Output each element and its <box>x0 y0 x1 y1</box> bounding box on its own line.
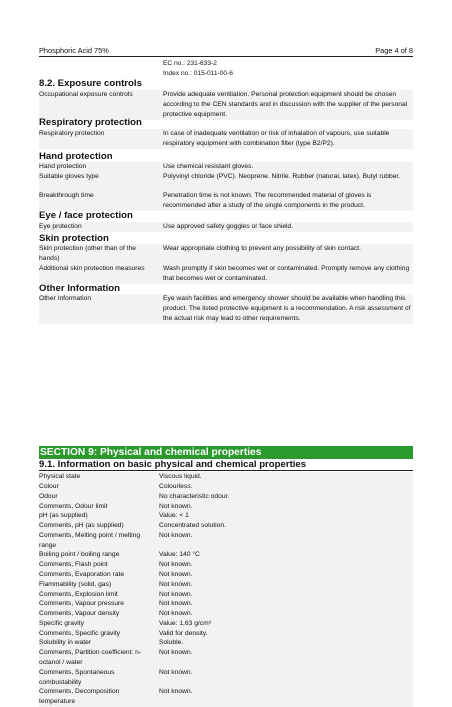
property-row <box>39 531 413 551</box>
section-9-banner: SECTION 9: Physical and chemical properties <box>39 446 413 459</box>
property-value: Not known. <box>159 610 193 617</box>
property-row <box>39 687 413 707</box>
property-row <box>39 609 413 619</box>
row-label: Other Information <box>39 295 92 302</box>
property-value: Colourless. <box>159 483 193 490</box>
eye-face-heading: Eye / face protection <box>39 210 133 221</box>
additional-skin-row <box>39 264 413 284</box>
property-label: Comments, Vapour density <box>39 610 120 617</box>
property-value: Not known. <box>159 532 193 539</box>
property-label: Comments, Partition coefficient: n-octanol / water <box>39 649 142 666</box>
property-label: Physical state <box>39 473 81 480</box>
property-label: Specific gravity <box>39 620 84 627</box>
row-value: Use approved safety goggles or face shield. <box>163 223 294 230</box>
property-value: Not known. <box>159 571 193 578</box>
gloves-type-row <box>39 172 413 192</box>
row-value: Polyvinyl chloride (PVC). Neoprene. Nitrile. Rubber (natural, latex). Butyl rubber. <box>163 173 401 180</box>
property-label: Solubility in water <box>39 639 92 646</box>
property-row <box>39 521 413 531</box>
respiratory-heading: Respiratory protection <box>39 117 142 128</box>
property-row <box>39 511 413 521</box>
property-label: Comments, Evaporation rate <box>39 571 125 578</box>
row-value: Eye wash facilities and emergency shower should be available when handling this product. The listed protective equipment is a recommendation. A risk assessment of the actual risk may lead to other requirements. <box>163 295 411 323</box>
skin-protection-heading: Skin protection <box>39 233 109 244</box>
other-information-heading: Other Information <box>39 283 121 294</box>
property-label: Comments, pH (as supplied) <box>39 522 124 529</box>
property-label: Comments, Odour limit <box>39 503 108 510</box>
property-label: Comments, Explosion limit <box>39 591 118 598</box>
occupational-exposure-row <box>39 90 413 120</box>
property-value: Concentrated solution. <box>159 522 226 529</box>
property-value: Value: 1,63 g/cm³ <box>159 620 211 627</box>
property-row <box>39 482 413 492</box>
eye-protection-row <box>39 222 413 232</box>
property-value: Not known. <box>159 688 193 695</box>
index-number: Index no.: 015-011-00-6 <box>163 70 233 77</box>
skin-protection-row <box>39 244 413 264</box>
property-value: No characteristic odour. <box>159 493 230 500</box>
property-row <box>39 580 413 590</box>
ec-number: EC no.: 231-633-2 <box>163 60 217 67</box>
hand-protection-row <box>39 162 413 172</box>
row-label: Hand protection <box>39 163 87 170</box>
hand-protection-heading: Hand protection <box>39 151 113 162</box>
property-label: Flammability (solid, gas) <box>39 581 112 588</box>
property-value: Viscous liquid. <box>159 473 202 480</box>
property-row <box>39 599 413 609</box>
exposure-controls-heading: 8.2. Exposure controls <box>39 78 142 89</box>
row-value: Provide adequate ventilation. Personal protection equipment should be chosen according to the CEN standards and in discussion with the supplier of the personal protective equipment. <box>163 91 408 119</box>
row-label: Additional skin protection measures <box>39 265 145 272</box>
property-label: pH (as supplied) <box>39 512 88 519</box>
property-label: Comments, Spontaneous combustability <box>39 669 115 686</box>
row-label: Breakthrough time <box>39 192 94 199</box>
property-row <box>39 570 413 580</box>
property-label: Comments, Flash point <box>39 561 108 568</box>
row-value: Wash promptly if skin becomes wet or contaminated. Promptly remove any clothing that becomes wet or contaminated. <box>163 265 410 283</box>
property-row <box>39 550 413 560</box>
property-value: Not known. <box>159 591 193 598</box>
property-value: Value: < 1 <box>159 512 189 519</box>
row-label: Skin protection (other than of the hands) <box>39 245 137 263</box>
property-label: Boiling point / boiling range <box>39 551 120 558</box>
row-value: In case of inadequate ventilation or risk of inhalation of vapours, use suitable respiratory equipment with combination filter (type B2/P2). <box>163 130 390 148</box>
product-name: Phosphoric Acid 75% <box>39 46 109 55</box>
property-value: Not known. <box>159 669 193 676</box>
row-label: Suitable gloves type <box>39 173 99 180</box>
property-value: Not known. <box>159 561 193 568</box>
property-label: Comments, Decomposition temperature <box>39 688 120 705</box>
row-label: Respiratory protection <box>39 130 105 137</box>
property-label: Comments, Vapour pressure <box>39 600 124 607</box>
property-value: Not known. <box>159 503 193 510</box>
section-9-subheading: 9.1. Information on basic physical and chemical properties <box>39 459 307 470</box>
property-row <box>39 648 413 668</box>
other-information-row <box>39 294 413 324</box>
row-label: Eye protection <box>39 223 82 230</box>
respiratory-row <box>39 129 413 149</box>
property-row <box>39 492 413 502</box>
row-value: Wear appropriate clothing to prevent any possibility of skin contact. <box>163 245 362 252</box>
property-row <box>39 668 413 688</box>
page-number: Page 4 of 8 <box>375 46 413 55</box>
property-label: Comments, Melting point / melting range <box>39 532 141 549</box>
property-label: Odour <box>39 493 58 500</box>
property-value: Soluble. <box>159 639 184 646</box>
property-value: Not known. <box>159 649 193 656</box>
property-label: Comments, Specific gravity <box>39 630 121 637</box>
property-label: Colour <box>39 483 59 490</box>
property-row <box>39 560 413 570</box>
breakthrough-time-row <box>39 191 413 211</box>
header-rule <box>39 56 413 57</box>
property-value: Value: 140 °C <box>159 551 200 558</box>
property-value: Not known. <box>159 581 193 588</box>
row-value: Penetration time is not known. The recommended material of gloves is recommended after a study of the single components in the product. <box>163 192 372 210</box>
property-value: Not known. <box>159 600 193 607</box>
property-row <box>39 472 413 482</box>
row-value: Use chemical resistant gloves. <box>163 163 254 170</box>
property-row <box>39 619 413 629</box>
property-value: Valid for density. <box>159 630 208 637</box>
subheading-rule <box>39 470 413 471</box>
row-label: Occupational exposure controls <box>39 91 133 98</box>
